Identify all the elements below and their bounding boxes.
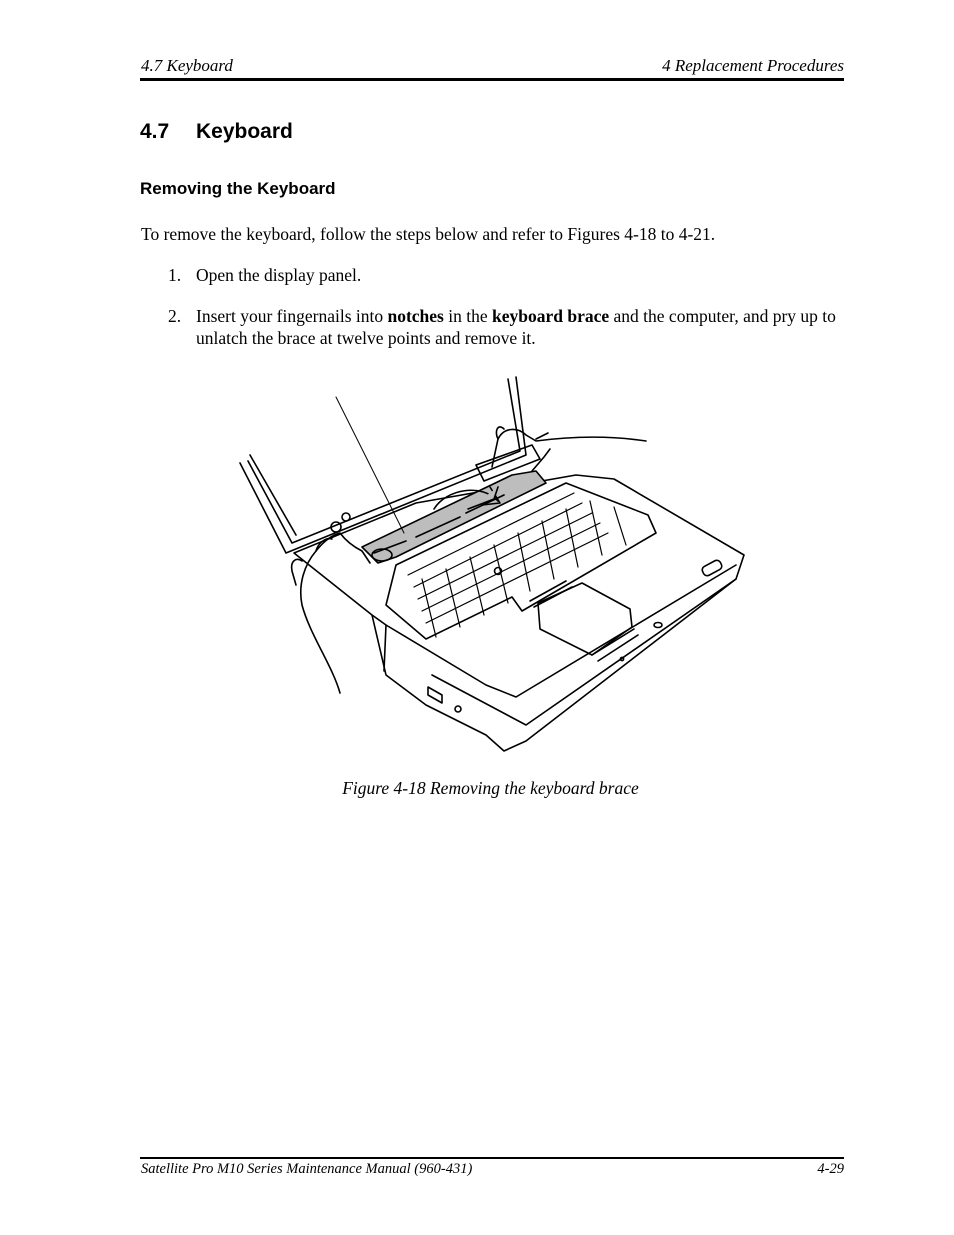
footer-rule <box>140 1157 844 1159</box>
intro-paragraph: To remove the keyboard, follow the steps below and refer to Figures 4-18 to 4-21. <box>141 224 716 244</box>
page-number: 4-29 <box>817 1161 844 1177</box>
step-text-part: Insert your fingernails into <box>196 306 388 326</box>
page-footer <box>141 1161 844 1181</box>
header-rule <box>140 78 844 81</box>
term-keyboard-brace: keyboard brace <box>492 306 610 326</box>
step-text <box>196 305 846 349</box>
term-notches: notches <box>387 306 444 326</box>
header-section-label: 4.7 Keyboard <box>141 56 233 75</box>
section-number: 4.7 <box>140 120 170 143</box>
step-text: Open the display panel. <box>196 265 362 285</box>
figure-caption: Figure 4-18 Removing the keyboard brace <box>342 778 639 798</box>
footer-manual-title: Satellite Pro M10 Series Maintenance Manual (960-431) <box>141 1161 473 1177</box>
step-text-part: and the computer, and pry up to unlatch the brace at twelve points and remove it. <box>196 306 836 348</box>
section-title: Keyboard <box>196 120 293 143</box>
header-chapter-label: 4 Replacement Procedures <box>662 56 844 75</box>
section-heading <box>140 120 293 144</box>
step-text-part: in the <box>443 306 492 326</box>
step-number: 1. <box>168 265 182 285</box>
subsection-heading: Removing the Keyboard <box>140 179 336 198</box>
figure-keyboard-brace-illustration <box>236 375 748 755</box>
step-number: 2. <box>168 306 182 326</box>
page-header <box>141 56 844 78</box>
